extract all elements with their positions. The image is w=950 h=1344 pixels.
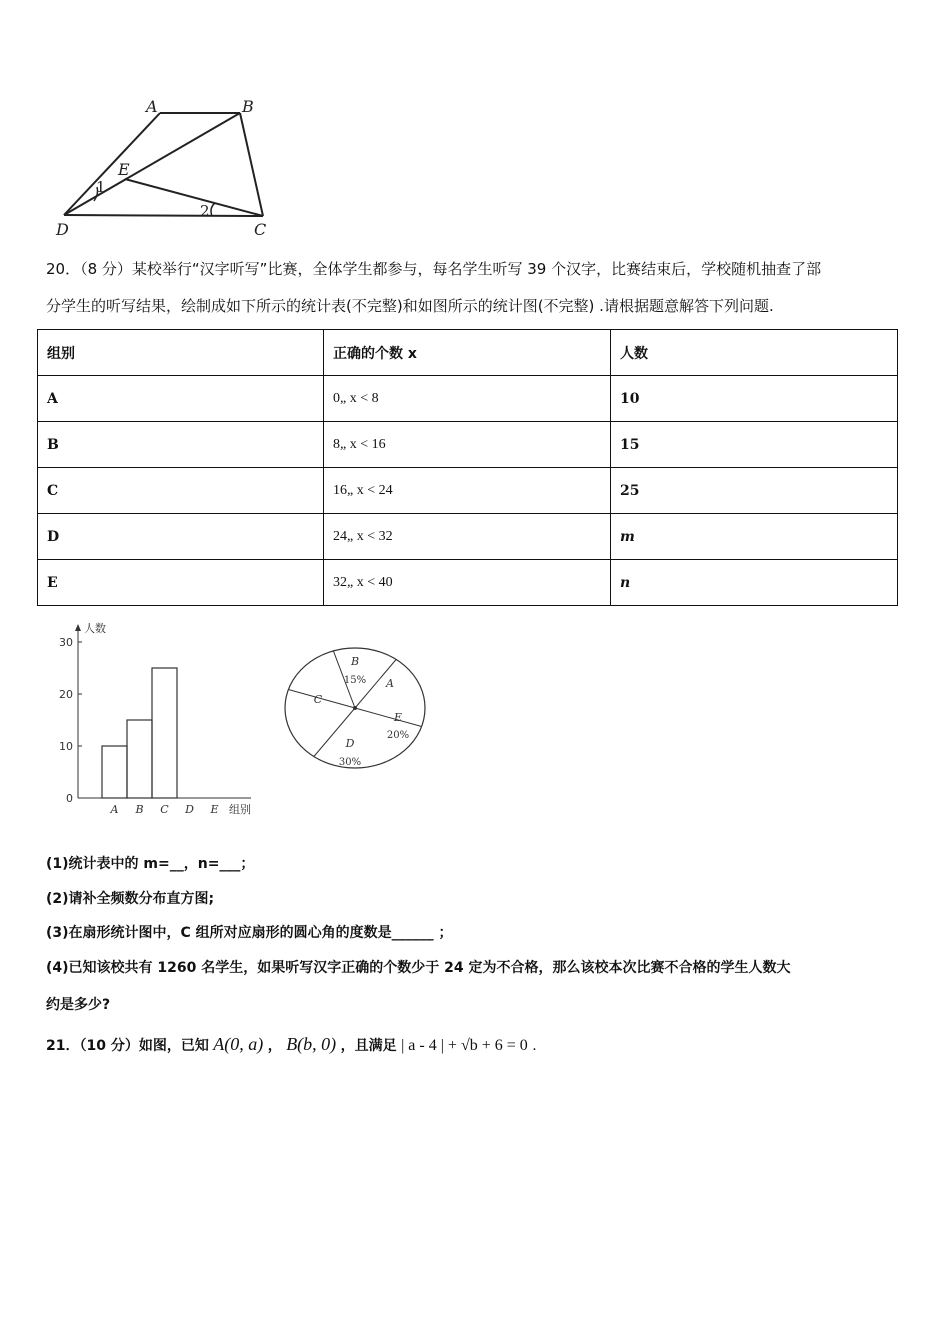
label-E: E xyxy=(118,160,130,179)
label-A: A xyxy=(146,97,158,116)
cell-group: C xyxy=(38,468,324,514)
x-tick-label: D xyxy=(185,803,194,816)
pie-label-C: C xyxy=(313,693,323,706)
cell-count: n xyxy=(611,560,898,606)
table-row xyxy=(38,376,898,422)
header-people: 人数 xyxy=(611,330,898,376)
x-tick-label: C xyxy=(160,803,169,816)
cell-count: 10 xyxy=(611,376,898,422)
table-row xyxy=(38,514,898,560)
header-group: 组别 xyxy=(38,330,324,376)
table-row xyxy=(38,560,898,606)
x-tick-label: B xyxy=(135,803,144,816)
bar-A xyxy=(102,746,127,798)
y-tick-label: 0 xyxy=(66,792,73,805)
cell-range: 24„ x < 32 xyxy=(324,514,611,560)
pie-slice-divider xyxy=(355,708,422,727)
label-D: D xyxy=(56,220,69,239)
cell-range: 0„ x < 8 xyxy=(324,376,611,422)
q21-point-a: A(0, a) xyxy=(213,1034,264,1054)
cell-group: D xyxy=(38,514,324,560)
q21 xyxy=(46,1034,537,1055)
pie-chart xyxy=(280,643,430,773)
sub-question-3: (3)在扇形统计图中，C 组所对应扇形的圆心角的度数是______ ； xyxy=(46,925,453,941)
y-tick-label: 20 xyxy=(59,688,73,701)
histogram-chart xyxy=(46,618,271,823)
label-C: C xyxy=(254,220,267,239)
header-correct-count: 正确的个数 x xyxy=(324,330,611,376)
table-header-row xyxy=(38,330,898,376)
cell-count: 15 xyxy=(611,422,898,468)
cell-range: 8„ x < 16 xyxy=(324,422,611,468)
pie-label-E: E xyxy=(393,711,403,724)
sub-question-1: (1)统计表中的 m=__，n=___； xyxy=(46,856,255,872)
q21-separator: ， xyxy=(267,1038,282,1054)
q21-mid: ，且满足 xyxy=(340,1038,397,1054)
angle-2-label: 2 xyxy=(200,202,210,220)
table-row xyxy=(38,422,898,468)
sub-question-4-line1: (4)已知该校共有 1260 名学生，如果听写汉字正确的个数少于 24 定为不合格，那么该校本次比赛不合格的学生人数大 xyxy=(46,960,791,976)
cell-group: A xyxy=(38,376,324,422)
angle-1-label: 1 xyxy=(96,178,106,196)
bar-C xyxy=(152,668,177,798)
q21-point-b: B(b, 0) xyxy=(286,1034,337,1054)
y-axis-label: 人数 xyxy=(84,622,106,635)
statistics-table xyxy=(37,329,898,606)
bar-B xyxy=(127,720,152,798)
cell-count: 25 xyxy=(611,468,898,514)
y-axis-arrow xyxy=(75,624,81,631)
cell-group: B xyxy=(38,422,324,468)
pie-center xyxy=(353,706,357,710)
q21-end: . xyxy=(532,1038,537,1054)
sub-question-2: (2)请补全频数分布直方图; xyxy=(46,891,215,907)
q20-line2: 分学生的听写结果，绘制成如下所示的统计表(不完整)和如图所示的统计图(不完整) .请根据题意解答下列问题. xyxy=(46,297,774,315)
x-tick-label: A xyxy=(110,803,119,816)
q21-prefix: 21．（10 分）如图，已知 xyxy=(46,1038,209,1054)
pie-percent-E: 20% xyxy=(386,730,410,741)
pie-label-B: B xyxy=(350,655,360,668)
y-tick-label: 30 xyxy=(59,636,73,649)
pie-label-A: A xyxy=(386,677,394,690)
pie-percent-B: 15% xyxy=(343,675,367,686)
y-tick-label: 10 xyxy=(59,740,73,753)
cell-count: m xyxy=(611,514,898,560)
pie-label-D: D xyxy=(345,737,355,750)
x-tick-label: E xyxy=(210,803,219,816)
cell-range: 16„ x < 24 xyxy=(324,468,611,514)
sub-question-4-line2: 约是多少? xyxy=(46,997,111,1013)
q21-equation: | a - 4 | + √b + 6 = 0 xyxy=(401,1037,528,1054)
q20-line1: 20．（8 分）某校举行“汉字听写”比赛，全体学生都参与，每名学生听写 39 个汉字，比赛结束后，学校随机抽查了部 xyxy=(46,260,822,278)
label-B: B xyxy=(242,97,254,116)
cell-group: E xyxy=(38,560,324,606)
pie-percent-D: 30% xyxy=(338,757,362,768)
table-row xyxy=(38,468,898,514)
x-axis-label: 组别 xyxy=(229,803,251,816)
cell-range: 32„ x < 40 xyxy=(324,560,611,606)
geometry-figure xyxy=(50,95,280,245)
